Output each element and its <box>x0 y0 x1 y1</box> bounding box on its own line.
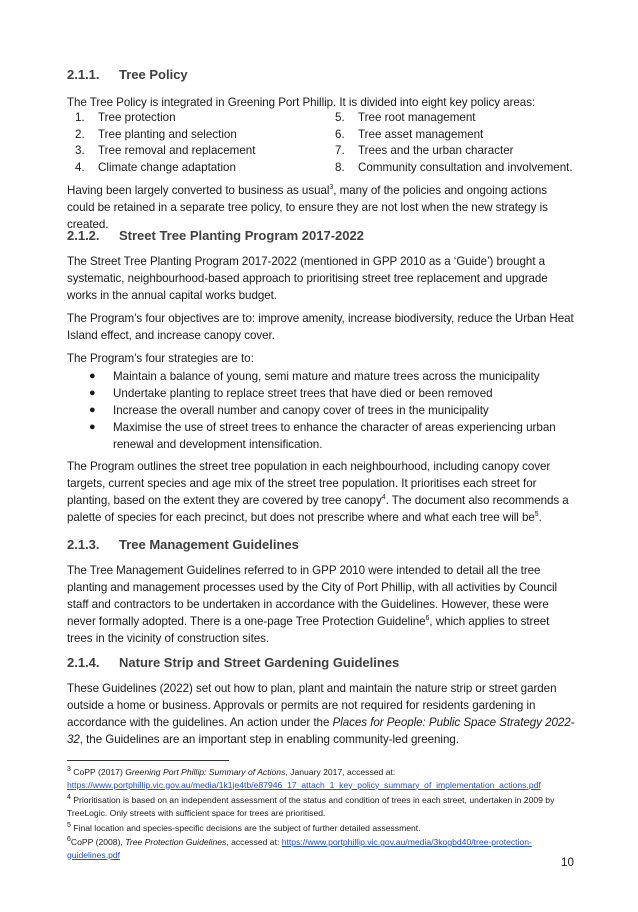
footnote-ref[interactable]: 6 <box>425 615 430 623</box>
footnote-3: $^3$ CoPP (2017) Greening Port Phillip: Summary of Actions, January 2017, accessed at: https://www.portphillip.vic.gov.au/media/1k1je4tb/e87946_17_attach_1_key_policy_summary_of_implementation_actions.pdf <box>67 766 541 790</box>
page-number: 10 <box>561 856 574 869</box>
strategy-title-italic: Places for People: Public Space Strategy 2022-32 <box>67 716 575 746</box>
list-item: 7. Trees and the urban character <box>335 144 514 157</box>
footnote-3-link[interactable]: https://www.portphillip.vic.gov.au/media/1k1je4tb/e87946_17_attach_1_key_policy_summary_of_implementation_actions.pdf <box>67 779 541 790</box>
section-heading-tree-management-guidelines <box>67 537 299 552</box>
section-heading-street-tree-planting <box>67 228 364 243</box>
program-objectives-paragraph: The Program’s four objectives are to: improve amenity, increase biodiversity, reduce the Urban Heat Island effect, and increase canopy cover. <box>67 312 574 342</box>
list-item: 6. Tree asset management <box>335 127 484 141</box>
section-title: Street Tree Planting Program 2017-2022 <box>119 228 364 243</box>
footnote-6: $^6$CoPP (2008), Tree Protection Guidelines, accessed at: https://www.portphillip.vic.gov.au/media/3kogbd40/tree-protection-guidelines.pdf <box>67 836 532 860</box>
section-title: Tree Policy <box>119 67 188 82</box>
section-number: 2.1.3. <box>67 537 100 552</box>
list-item: 4. Climate change adaptation <box>75 160 236 174</box>
section-heading-tree-policy <box>67 67 188 82</box>
footnote-4: $^4$ Prioritisation is based on an independent assessment of the status and condition of trees in each street, undertaken in 2009 by TreeLogic. Only streets with sufficient space for trees are prioritised. <box>67 794 555 818</box>
list-item: 5. Tree root management <box>335 111 476 124</box>
section-number: 2.1.4. <box>67 655 100 670</box>
section-heading-nature-strip-guidelines <box>67 655 399 670</box>
policy-areas-list-right <box>335 110 573 176</box>
tree-management-paragraph: The Tree Management Guidelines referred to in GPP 2010 were intended to detail all the tree planting and management processes used by the City of Port Phillip, with all activities by Council staff and contractors to be undertaken in accordance with the Guidelines. However, these were never formally adopted. There is a one-page Tree Protection Guideline$^6$, which applies to street trees in the vicinity of construction sites. <box>67 564 558 645</box>
footnote-ref[interactable]: 4 <box>381 494 386 502</box>
section-number: 2.1.2. <box>67 228 100 243</box>
section-title: Tree Management Guidelines <box>119 537 299 552</box>
tree-policy-intro: The Tree Policy is integrated in Greening Port Phillip. It is divided into eight key policy areas: <box>67 96 536 109</box>
footnote-6-link[interactable]: https://www.portphillip.vic.gov.au/media/3kogbd40/tree-protection-guidelines.pdf <box>67 837 532 860</box>
nature-strip-paragraph: These Guidelines (2022) set out how to plan, plant and maintain the nature strip or street garden outside a home or business. Approvals or permits are not required for residents gardening in accordance with the guidelines. An action under the Places for People: Public Space Strategy 2022-32, the Guidelines are an important step in enabling community-led greening. <box>67 682 575 746</box>
program-strategies-list <box>87 368 557 453</box>
street-tree-program-paragraph-1: The Street Tree Planting Program 2017-2022 (mentioned in GPP 2010 as a ‘Guide’) brought a systematic, neighbourhood-based approach to prioritising street tree replacement and upgrade works in the annual capital works budget. <box>67 255 548 302</box>
bullet-icon: ● <box>89 404 96 416</box>
bullet-item: ● Maintain a balance of young, semi mature and mature trees across the municipality <box>89 370 540 383</box>
list-item: 1. Tree protection <box>75 111 176 124</box>
section-title: Nature Strip and Street Gardening Guidelines <box>119 655 400 670</box>
footnote-ref[interactable]: 3 <box>329 184 334 192</box>
program-outline-paragraph: The Program outlines the street tree population in each neighbourhood, including canopy cover targets, current species and age mix of the street tree population. It prioritises each street for planting, based on the extent they are covered by tree canopy$^4$. The document also recommends a palette of species for each precinct, but does not prescribe where and what each tree will $be^5$. <box>67 460 569 524</box>
program-strategies-intro: The Program’s four strategies are to: <box>67 352 254 365</box>
footnote-ref[interactable]: 5 <box>534 511 539 519</box>
bullet-item: ● Undertake planting to replace street trees that have died or been removed <box>89 387 493 400</box>
list-item: 8. Community consultation and involvement. <box>335 160 573 174</box>
bullet-icon: ● <box>89 387 96 399</box>
footnote-separator <box>67 760 229 761</box>
list-item: 2. Tree planting and selection <box>75 127 237 141</box>
list-item: 3. Tree removal and replacement <box>75 144 256 157</box>
section-number: 2.1.1. <box>67 67 100 82</box>
footnote-5: $^5$ Final location and species-specific decisions are the subject of further detailed assessment. <box>67 822 421 833</box>
bullet-icon: ● <box>89 370 96 382</box>
bullet-item: ● Increase the overall number and canopy cover of trees in the municipality <box>89 404 489 417</box>
bullet-icon: ● <box>89 421 96 433</box>
tree-policy-paragraph: Having been largely converted to business as usual$^3$, many of the policies and ongoing actions could be retained in a separate tree policy, to ensure they are not lost when the new strategy is created. <box>67 184 548 231</box>
policy-areas-list-left <box>75 110 255 176</box>
bullet-item: ● Maximise the use of street trees to enhance the character of areas experiencing urban renewal and development intensification. <box>89 421 556 451</box>
